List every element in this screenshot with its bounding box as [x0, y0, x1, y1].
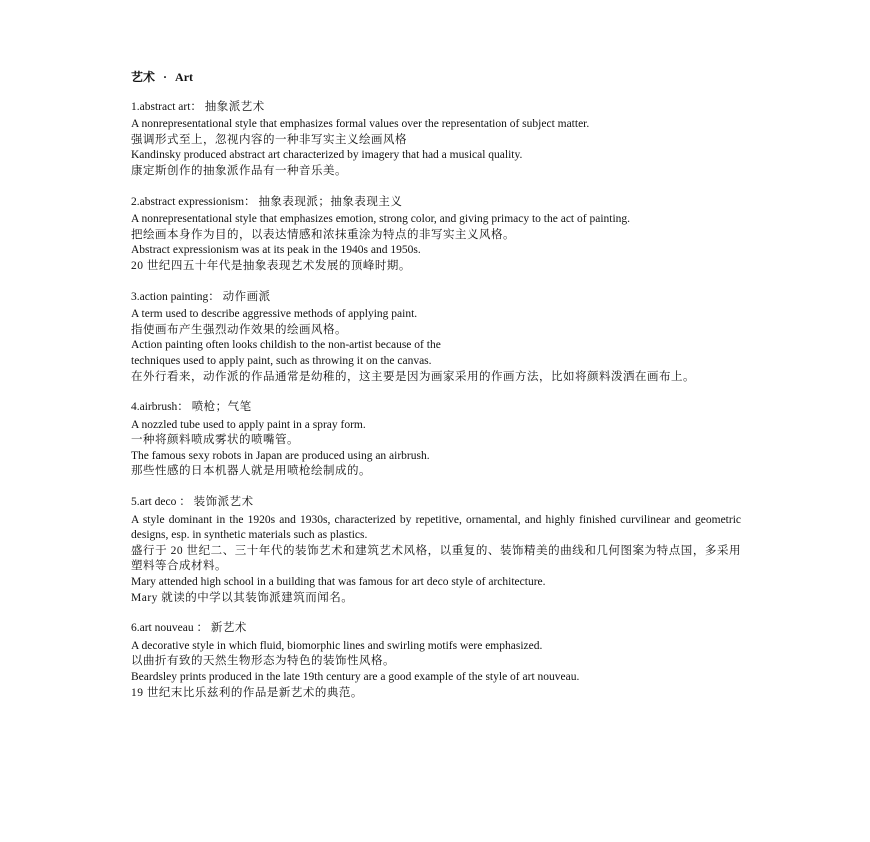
entry-term: 6.art nouveau ： — [131, 622, 208, 635]
definition-zh: 把绘画本身作为目的，以表达情感和浓抹重涂为特点的非写实主义风格。 — [131, 228, 515, 241]
definition-zh: 盛行于 20 世纪二、三十年代的装饰艺术和建筑艺术风格，以重复的、装饰精美的曲线和几何图案为特点国，多采用塑料等合成材料。 — [131, 544, 741, 573]
glossary-entry — [131, 290, 741, 386]
example-zh: Mary 就读的中学以其装饰派建筑而闻名。 — [131, 591, 354, 604]
entry-heading — [131, 495, 741, 511]
example-en: Mary attended high school in a building that was famous for art deco style of architecture. — [131, 576, 546, 589]
example-zh: 那些性感的日本机器人就是用喷枪绘制成的。 — [131, 465, 371, 478]
glossary-entry — [131, 495, 741, 606]
entry-heading — [131, 290, 741, 306]
example-zh: 康定斯创作的抽象派作品有一种音乐美。 — [131, 164, 347, 177]
entry-term: 2.abstract expressionism： — [131, 195, 256, 208]
definition-en: A decorative style in which fluid, biomorphic lines and swirling motifs were emphasized. — [131, 639, 543, 652]
definition-zh: 指使画布产生强烈动作效果的绘画风格。 — [131, 323, 347, 336]
entry-term-zh: 抽象表现派；抽象表现主义 — [258, 195, 403, 208]
entry-heading — [131, 400, 741, 416]
definition-en: A style dominant in the 1920s and 1930s, characterized by repetitive, ornamental, and highly finished curvilinear and geometric designs, esp. in synthetic materials such as plastics. — [131, 513, 741, 542]
glossary-entry — [131, 195, 741, 275]
document-page — [131, 70, 741, 716]
example-zh: 20 世纪四五十年代是抽象表现艺术发展的顶峰时期。 — [131, 259, 411, 272]
example-en: Abstract expressionism was at its peak in the 1940s and 1950s. — [131, 244, 421, 257]
definition-en: A term used to describe aggressive methods of applying paint. — [131, 308, 418, 321]
glossary-entry — [131, 100, 741, 180]
entry-term: 4.airbrush： — [131, 401, 189, 414]
entry-term: 5.art deco ： — [131, 496, 191, 509]
definition-en: A nonrepresentational style that emphasizes formal values over the representation of subject matter. — [131, 118, 590, 131]
definition-zh: 以曲折有致的天然生物形态为特色的装饰性风格。 — [131, 655, 395, 668]
entry-term: 1.abstract art： — [131, 100, 202, 113]
title-separator: · — [163, 70, 168, 84]
page-title — [131, 70, 741, 86]
example-en: Beardsley prints produced in the late 19th century are a good example of the style of art nouveau. — [131, 671, 580, 683]
definition-zh: 一种将颜料喷成雾状的喷嘴管。 — [131, 434, 299, 447]
entry-term: 3.action painting： — [131, 290, 220, 303]
entry-term-zh: 喷枪；气笔 — [191, 401, 252, 414]
entry-heading — [131, 100, 741, 116]
glossary-entry — [131, 621, 741, 701]
definition-zh: 强调形式至上，忽视内容的一种非写实主义绘画风格 — [131, 133, 407, 146]
example-en: The famous sexy robots in Japan are produced using an airbrush. — [131, 449, 430, 462]
example-zh: 在外行看来，动作派的作品通常是幼稚的，这主要是因为画家采用的作画方法，比如将颜料泼洒在画布上。 — [131, 370, 695, 383]
entry-term-zh: 装饰派艺术 — [193, 496, 254, 509]
title-zh: 艺术 — [131, 70, 156, 84]
entry-heading — [131, 621, 741, 637]
entry-term-zh: 新艺术 — [210, 622, 247, 635]
glossary-entry — [131, 400, 741, 480]
example-zh: 19 世纪末比乐兹利的作品是新艺术的典范。 — [131, 686, 363, 699]
definition-en: A nonrepresentational style that emphasizes emotion, strong color, and giving primacy to the act of painting. — [131, 213, 631, 226]
example-en: Kandinsky produced abstract art characterized by imagery that had a musical quality. — [131, 149, 523, 162]
example-en-line-1: Action painting often looks childish to the non-artist because of the — [131, 339, 441, 352]
entry-term-zh: 抽象派艺术 — [204, 100, 265, 113]
entry-heading — [131, 195, 741, 211]
definition-en: A nozzled tube used to apply paint in a spray form. — [131, 418, 366, 431]
example-en-line-2: techniques used to apply paint, such as throwing it on the canvas. — [131, 354, 432, 367]
entry-term-zh: 动作画派 — [222, 290, 271, 303]
title-en: Art — [175, 70, 194, 84]
